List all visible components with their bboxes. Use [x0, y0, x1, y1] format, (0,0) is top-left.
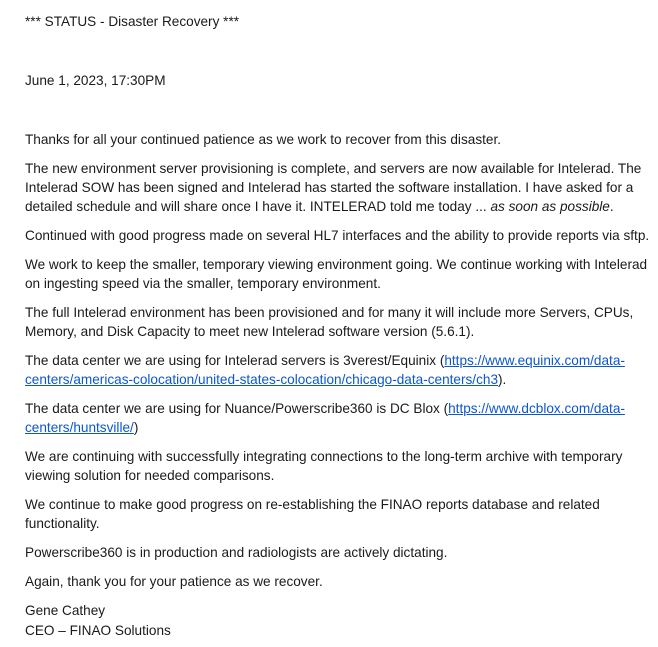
paragraph-nuance-datacenter	[25, 399, 650, 437]
paragraph-provisioning	[25, 159, 650, 216]
dcblox-link[interactable]: https://www.dcblox.com/data-centers/huntsville/	[25, 401, 625, 435]
paragraph-viewing: We work to keep the smaller, temporary viewing environment going. We continue working with Intelerad on ingesting speed via the smaller, temporary environment.	[25, 257, 648, 291]
paragraph-thanks: Thanks for all your continued patience as we work to recover from this disaster.	[25, 132, 501, 147]
paragraph-finao-db: We continue to make good progress on re-establishing the FINAO reports database and related functionality.	[25, 497, 600, 531]
paragraph-hl7: Continued with good progress made on several HL7 interfaces and the ability to provide reports via sftp.	[25, 228, 650, 243]
paragraph-intelerad-datacenter	[25, 351, 650, 389]
signature-name: Gene Cathey	[25, 603, 106, 618]
signature-role: CEO – FINAO Solutions	[25, 623, 171, 638]
nuance-datacenter-text: The data center we are using for Nuance/Powerscribe360 is DC Blox (	[25, 401, 449, 416]
equinix-link[interactable]: https://www.equinix.com/data-centers/americas-colocation/united-states-colocation/chicago-data-centers/ch3	[25, 353, 625, 387]
intelerad-datacenter-end: ).	[498, 372, 507, 387]
paragraph-powerscribe: Powerscribe360 is in production and radiologists are actively dictating.	[25, 545, 448, 560]
provisioning-text: The new environment server provisioning is complete, and servers are now available for Intelerad. The Intelerad SOW has been signed and Intelerad has started the software installation. I have asked for a detailed schedule and will share once I have it. INTELERAD told me today ...	[25, 161, 642, 214]
status-date: June 1, 2023, 17:30PM	[25, 73, 166, 88]
email-document	[25, 12, 650, 641]
intelerad-datacenter-text: The data center we are using for Intelerad servers is 3verest/Equinix (	[25, 353, 445, 368]
paragraph-environment: The full Intelerad environment has been provisioned and for many it will include more Servers, CPUs, Memory, and Disk Capacity to meet new Intelerad software version (5.6.1).	[25, 305, 634, 339]
status-title: *** STATUS - Disaster Recovery ***	[25, 14, 240, 29]
provisioning-emphasis: as soon as possible	[490, 199, 610, 214]
nuance-datacenter-end: )	[133, 420, 139, 435]
paragraph-archive: We are continuing with successfully integrating connections to the long-term archive with temporary viewing solution for needed comparisons.	[25, 449, 623, 483]
provisioning-end: .	[609, 199, 614, 214]
paragraph-closing: Again, thank you for your patience as we recover.	[25, 574, 323, 589]
